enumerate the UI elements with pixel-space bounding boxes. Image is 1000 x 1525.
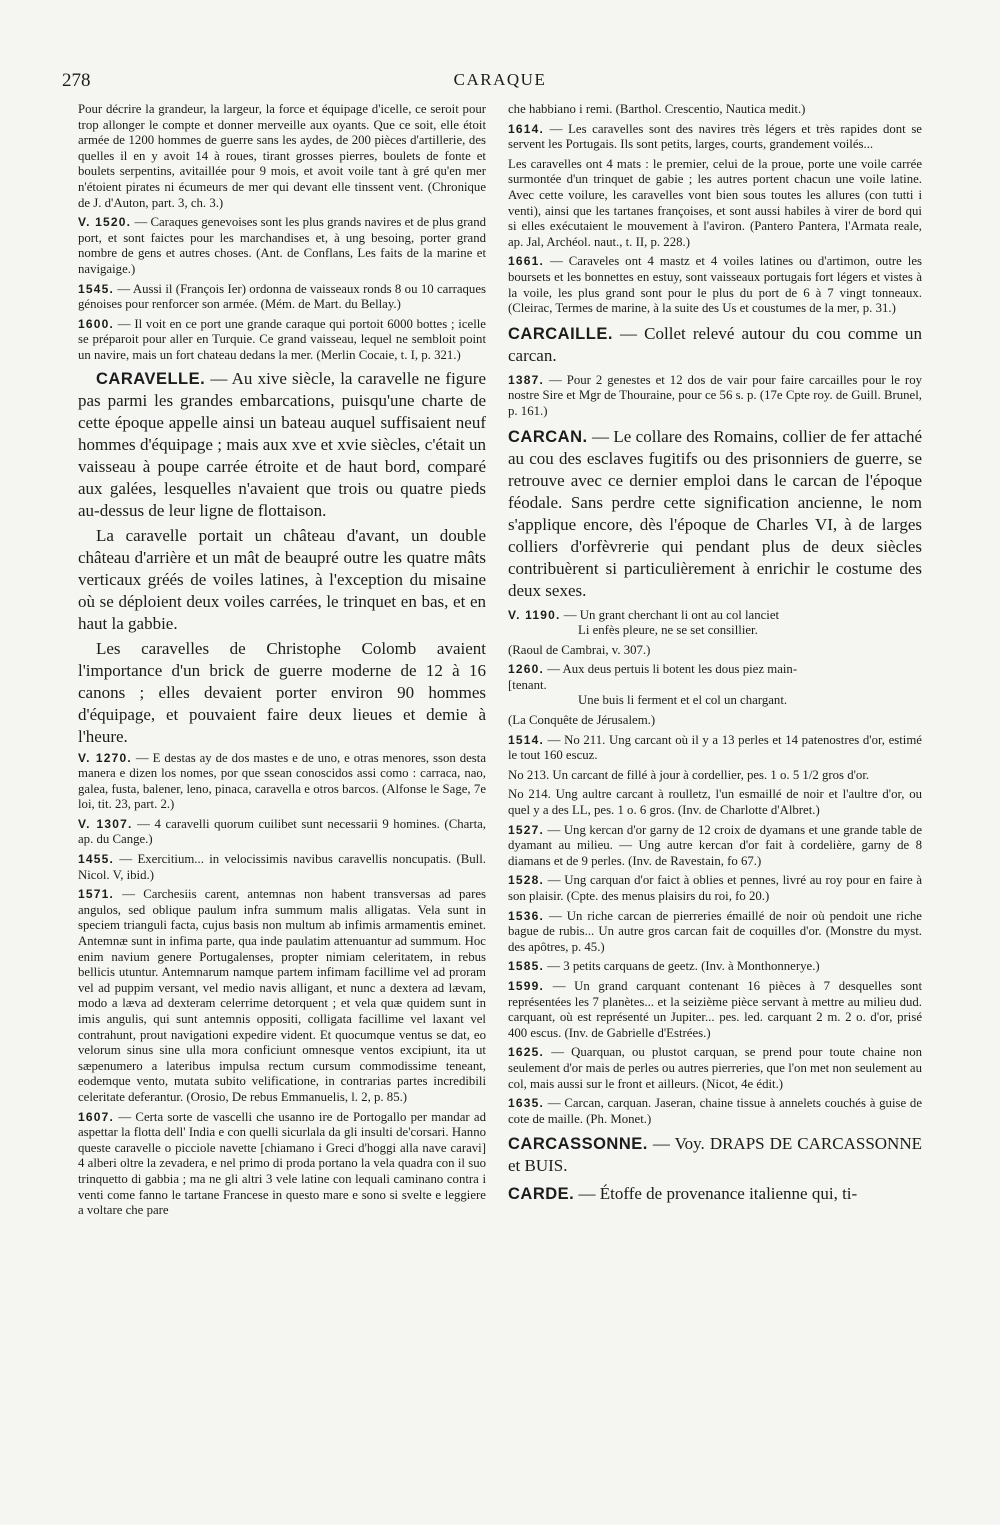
entry-date: 1528. <box>508 873 545 888</box>
dated-entry <box>78 215 486 277</box>
entry-text: — Carcan, carquan. Jaseran, chaine tissue à annelets couchés à guise de cote de maille. (Ph. Monet.) <box>508 1096 922 1126</box>
entry-text: No 213. Un carcant de fillé à jour à cordellier, pes. 1 o. 5 1/2 gros d'or. <box>508 767 870 782</box>
article-text: — Le collare des Romains, collier de fer attaché au cou des esclaves fugitifs ou des prisonniers de guerre, se retrouve avec ce dernier emploi dans le carcan de l'époque féodale. Sans perdre cette signification ancienne, le nom s'applique encore, dès l'époque de Charles VI, à de larges colliers d'orfèvrerie qui pendant plus de deux siècles contribuèrent si particulièrement à enrichir le costume des deux sexes. <box>508 426 922 600</box>
entry-date: 1545. <box>78 281 115 296</box>
left-column <box>78 102 486 1482</box>
article-text: — Collet relevé autour du cou comme un carcan. <box>508 323 922 365</box>
entry-date: 1635. <box>508 1096 545 1111</box>
entry-date: 1614. <box>508 121 545 136</box>
dated-entry <box>508 823 922 870</box>
entry-date: 1455. <box>78 852 115 867</box>
headword: CARCAN. <box>508 427 588 446</box>
entry-date: 1599. <box>508 978 545 993</box>
entry-date: 1661. <box>508 254 545 269</box>
article-text: — Au xive siècle, la caravelle ne figure pas parmi les grandes embarcations, puisqu'une charte de cette époque appelle ainsi un bateau auquel suffisaient neuf hommes d'équipage ; mais aux xve et xvie siècles, c'était un vaisseau à poupe carrée étroite et de haut bord, comparé aux galées, lesquelles n'avaient que trois ou quatre pieds au-dessus de leur ligne de flottaison. <box>78 368 486 520</box>
running-title: CARAQUE <box>453 70 547 89</box>
dated-entry <box>508 959 922 975</box>
entry-text: — Aussi il (François Ier) ordonna de vaisseaux ronds 8 ou 10 carraques génoises pour renforcer son armée. (Mém. de Mart. du Bellay.) <box>78 281 486 312</box>
article-caravelle <box>78 368 486 748</box>
dated-entry <box>508 733 922 764</box>
verse-line: — Aux deus pertuis li botent les dous piez main- <box>547 662 798 677</box>
entry-date: V. 1520. <box>78 215 132 230</box>
citation: (Raoul de Cambrai, v. 307.) <box>508 642 651 657</box>
verse-line: Une buis li ferment et el col un chargant. <box>578 693 788 708</box>
entry-date: 1607. <box>78 1109 115 1124</box>
entry-date: V. 1270. <box>78 750 132 765</box>
entry-text: — Un riche carcan de pierreries émaillé de noir où pendoit une riche bague de rubis... Un autre gros carcan fait de coquilles d'or. (Monstre du myst. des apôtres, p. 45.) <box>508 908 922 954</box>
entry-text: No 214. Ung aultre carcant à roulletz, l'un esmaillé de noir et l'aultre d'or, ou quel y a des LL, pes. 1 o. 6 gros. (Inv. de Charlotte d'Albret.) <box>508 787 922 818</box>
dated-entry <box>78 852 486 883</box>
dated-entry <box>508 979 922 1041</box>
dated-entry <box>78 1110 486 1219</box>
entry-text: — Quarquan, ou plustot carquan, se prend pour toute chaine non seulement d'or mais de perles ou autres pierreries, que l'on met non seulement au col, mais aussi sur le front et ailleurs. (Nicot, 4e édit.) <box>508 1045 922 1091</box>
continuation-text: che habbiano i remi. (Barthol. Crescentio, Nautica medit.) <box>508 102 806 116</box>
article-text: — Voy. DRAPS DE CARCASSONNE et BUIS. <box>508 1134 922 1176</box>
dated-entry <box>508 1045 922 1092</box>
continuation-text: Pour décrire la grandeur, la largeur, la force et équipage d'icelle, ce seroit pour trop allonger le compte et donner merveille aux oyants. Que ce soit, elle étoit armée de 1200 hommes de guerre sans les aydes, de 200 pièces d'artillerie, des quelles il en y avoit 14 à roues, tirant grosses pierres, boulets de fonte et boulets serpentins, avitaillée pour 9 mois, et avoit voile tant à gré qu'en mer n'étoient pirates ni écumeurs de mer qui devant elle tinssent vent. (Chronique de J. d'Auton, part. 3, ch. 3.) <box>78 102 486 210</box>
verse-line: — Un grant cherchant li ont au col lanciet <box>563 607 780 622</box>
entry-text: — Caraveles ont 4 mastz et 4 voiles latines ou d'artimon, outre les boursets et les bonnettes en estuy, sont vaisseaux portugais fort légers et vistes à la voile, les plus grand sont pour le plus du port de 6 à 7 vingt tonneaux. (Cleirac, Termes de marine, à la suite des Us et coustumes de la mer, p. 31.) <box>508 254 922 316</box>
dated-entry <box>508 873 922 904</box>
dated-entry <box>508 909 922 956</box>
page-number: 278 <box>62 70 91 91</box>
entry-text: — Certa sorte de vascelli che usanno ire de Portogallo per mandar ad aspettar la flotta dell' India e con quelli sicurlala da gli insulti de'corsari. Hanno queste caravelle o picciole navette [chiamano i Greci d'hoggi alla nave caravi] 4 alberi oltre la zevadera, e nel primo di proda portano la vela quadra con il suo trinquetto di gabbia ; ma ne gli altri 3 vele latine con lequali caminano contra i venti come fanno le tartane Francese in questo mare e sono si svelte e leggiere a voltare che pare <box>78 1109 486 1218</box>
dated-entry <box>78 317 486 364</box>
entry-text: — 3 petits carquans de geetz. (Inv. à Monthonnerye.) <box>547 959 820 974</box>
dated-entry <box>508 1096 922 1127</box>
entry-text: — E destas ay de dos mastes e de uno, e otras menores, sson desta manera e dizen los nomes, por que ssean conoscidos assi como : carraca, nao, galea, fusta, balener, leno, pinaca, caravella e otros barcos. (Alfonse le Sage, 7e loi, tit. 23, part. 2.) <box>78 750 486 812</box>
entry-date: 1625. <box>508 1045 545 1060</box>
entry-date: 1536. <box>508 908 545 923</box>
entry-text: — Il voit en ce port une grande caraque qui portoit 6000 bottes ; icelle se préparoit pour aller en Turquie. Ce grand vaisseau, lequel ne sembloit point un navire, mais un fort chateau dedans la mer. (Merlin Cocaie, t. I, p. 321.) <box>78 316 486 362</box>
article-text: — Étoffe de provenance italienne qui, ti- <box>578 1184 858 1204</box>
article-paragraph: Les caravelles de Christophe Colomb avaient l'importance d'un brick de guerre moderne de 12 à 16 canons ; elles devaient porter environ 90 hommes d'équipage, et pouvaient faire deux lieues et demie à l'heure. <box>78 638 486 746</box>
entry-text: — Exercitium... in velocissimis navibus caravellis noncupatis. (Bull. Nicol. V, ibid.) <box>78 852 486 882</box>
entry-text: Les caravelles ont 4 mats : le premier, celui de la proue, porte une voile carrée surmontée d'un trinquet de gabie ; les autres portent chacun une voile latine. Avec cette voilure, les caravelles vont bien sous toutes les allures (con tutti i venti), ainsi que les tartanes françoises, et sont aussi habiles à virer de bord qui si elles exécutaient le mouvement à l'aviron. (Pantero Pantera, l'Armata reale, ap. Jal, Archéol. naut., t. II, p. 228.) <box>508 156 922 249</box>
dated-entry <box>508 373 922 420</box>
entry-date: 1600. <box>78 316 115 331</box>
entry-date: 1527. <box>508 822 545 837</box>
citation: (La Conquête de Jérusalem.) <box>508 713 656 728</box>
entry-text: — Carchesiis carent, antemnas non habent transversas ad pares angulos, sed oblique paulum infra summum malis alligatas. Vela sunt in speciem trianguli facta, cujus basis non multum ab infimis armamentis eminet. Antemnæ sunt in infima parte, qua inde paulatim attenuantur ad summum. Hoc enim navium genere Portugalenses, propter nimiam celeritatem, in rebus bellicis utuntur. Antemnarum namque partem infimam facillime vel ad proram vel ad puppim versant, vel medio navis alligant, et nunc a dextera ad lævam, modo a læva ad dexteram celerrime detorquent ; et vela quæ quidem sunt in imis angulis, qui sunt antemnis oppositi, colligata facillime vel laxant vel contrahunt, prout navigationi expedire vident. Et quocumque ventus se dat, eo velorum sinus sine ulla mora conficiunt omnesque ventos excipiunt, ita ut sæpenumero a lateribus impulsa rectum cursum commodissime teneant, eodemque vento, mutata subito velificatione, in contrarias partes incredibili celeritate deferantur. (Orosio, De rebus Emmanuelis, l. 2, p. 85.) <box>78 887 486 1104</box>
entry-text: — Les caravelles sont des navires très légers et très rapides dont se servent les Portugais. Ils sont petits, larges, courts, grandement voilés... <box>508 121 922 152</box>
dated-entry <box>78 751 486 813</box>
dated-entry <box>78 282 486 313</box>
headword: CARDE. <box>508 1185 575 1204</box>
entry-date: 1514. <box>508 732 545 747</box>
verse-line: [tenant. <box>508 677 547 692</box>
entry-text: — No 211. Ung carcant où il y a 13 perles et 14 patenostres d'or, estimé le tout 160 escuz. <box>508 732 922 763</box>
entry-text: — Caraques genevoises sont les plus grands navires et de plus grand port, et sont faictes pour les marchandises et, à ung besoing, porter grand nombre de gens et autres choses. (Ant. de Conflans, Les faits de la marine et navigaige.) <box>78 215 486 276</box>
entry-date: 1571. <box>78 887 115 902</box>
entry-date: 1260. <box>508 662 545 677</box>
article-paragraph: La caravelle portait un château d'avant, un double château d'arrière et un mât de beaupré outre les quatre mâts verticaux gréés de voiles latines, à l'exception du misaine où se déploient deux voiles carrées, le trinquet en bas, et en haut la gabbie. <box>78 525 486 633</box>
headword: CARCASSONNE. <box>508 1135 648 1154</box>
headword: CARCAILLE. <box>508 324 613 343</box>
entry-text: — 4 caravelli quorum cuilibet sunt necessarii 9 homines. (Charta, ap. du Cange.) <box>78 816 486 847</box>
entry-date: 1585. <box>508 959 545 974</box>
dated-entry <box>508 254 922 316</box>
entry-date: V. 1190. <box>508 607 561 622</box>
dated-entry <box>78 887 486 1105</box>
entry-date: V. 1307. <box>78 816 133 831</box>
dated-entry <box>508 122 922 153</box>
entry-text: — Pour 2 genestes et 12 dos de vair pour faire carcailles pour le roy nostre Sire et Mgr de Thouraine, pour ce 56 s. p. (17e Cpte roy. de Guill. Brunel, p. 161.) <box>508 372 922 418</box>
entry-text: — Ung carquan d'or faict à oblies et pennes, livré au roy pour en faire à son plaisir. (Cpte. des menus plaisirs du roi, fo 20.) <box>508 873 922 903</box>
dated-entry <box>78 817 486 848</box>
entry-date: 1387. <box>508 372 545 387</box>
verse-line: Li enfès pleure, ne se set consillier. <box>578 623 758 638</box>
right-column <box>508 102 922 1482</box>
headword: CARAVELLE. <box>96 369 206 388</box>
entry-text: — Ung kercan d'or garny de 12 croix de dyamans et une grande table de dyamant au milieu. — Ung autre kercan d'or fait à cordelière, garny de 8 diamans et de 9 perles. (Inv. de Ravestain, fo 67.) <box>508 822 922 868</box>
entry-text: — Un grand carquant contenant 16 pièces à 7 desquelles sont représentées les 7 planètes... et la seizième pièce servant à mettre au milieu dud. carquant, où est représenté un Jupiter... pes. led. carquant 2 m. 2 o. d'or, prisé 400 escus. (Inv. de Gabrielle d'Estrées.) <box>508 978 922 1040</box>
